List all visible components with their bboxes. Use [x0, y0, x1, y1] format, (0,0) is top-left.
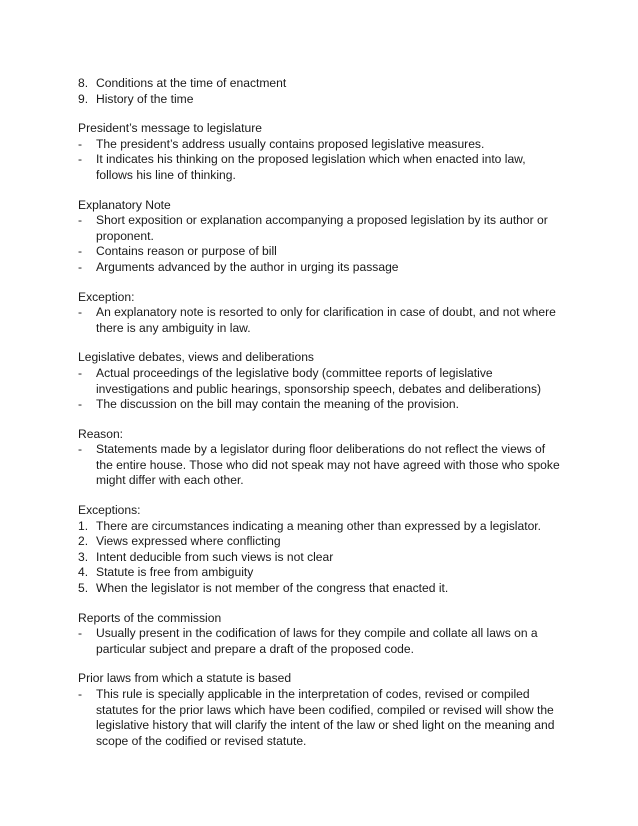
list-marker: 1. — [78, 518, 89, 533]
list-marker: - — [78, 687, 83, 701]
list-item-text: When the legislator is not member of the congress that enacted it. — [96, 581, 449, 596]
section-exception — [78, 290, 562, 337]
list-marker: - — [78, 626, 83, 641]
section-reason — [78, 427, 562, 489]
list-marker: - — [78, 397, 83, 412]
list-item-text: The discussion on the bill may contain the meaning of the provision. — [96, 397, 460, 412]
list-item-text: The president’s address usually contains proposed legislative measures. — [96, 136, 485, 151]
section-heading: Legislative debates, views and deliberations — [78, 350, 314, 365]
list-item — [78, 137, 562, 153]
list-marker: - — [78, 136, 83, 151]
list-item-text: Conditions at the time of enactment — [96, 76, 287, 90]
document-page — [78, 76, 562, 749]
list-marker: - — [78, 442, 83, 457]
list-item — [78, 626, 562, 657]
list-marker: 8. — [78, 76, 89, 90]
list-item — [78, 305, 562, 336]
list-item-text: Short exposition or explanation accompanying a proposed legislation by its author or proponent. — [96, 213, 548, 243]
list-item-text: Intent deducible from such views is not clear — [96, 549, 334, 564]
list-item — [78, 442, 562, 489]
list-marker: 3. — [78, 549, 89, 564]
list-item-text: This rule is specially applicable in the interpretation of codes, revised or compiled statutes for the prior laws which have been codified, compiled or revised will show the legislative history that will clarify the intent of the law or shed light on the meaning and scope of the codified or revised statute. — [96, 687, 555, 748]
section-heading: Prior laws from which a statute is based — [78, 671, 292, 686]
section-heading: Explanatory Note — [78, 197, 171, 212]
list-item-text: Views expressed where conflicting — [96, 534, 281, 549]
list-item — [78, 397, 562, 413]
list-marker: - — [78, 305, 83, 320]
list-marker: 5. — [78, 581, 89, 596]
section-reports-of-commission — [78, 611, 562, 658]
list-marker: - — [78, 213, 83, 228]
list-marker: 2. — [78, 534, 89, 549]
section-heading: Reason: — [78, 426, 124, 441]
list-item — [78, 366, 562, 397]
list-item — [78, 244, 562, 260]
list-item-text: Contains reason or purpose of bill — [96, 244, 277, 259]
list-item — [78, 213, 562, 244]
section-explanatory-note — [78, 198, 562, 276]
list-item-text: An explanatory note is resorted to only for clarification in case of doubt, and not where there is any ambiguity in law. — [96, 305, 556, 335]
list-item — [78, 565, 562, 581]
list-item-text: There are circumstances indicating a meaning other than expressed by a legislator. — [96, 518, 542, 533]
section-heading: Reports of the commission — [78, 610, 222, 625]
section-heading: President’s message to legislature — [78, 121, 262, 136]
list-item — [78, 534, 562, 550]
section-heading: Exception: — [78, 289, 135, 304]
list-item — [78, 260, 562, 276]
list-item — [78, 152, 562, 183]
list-item — [78, 687, 562, 749]
section-continued-list — [78, 76, 562, 107]
list-marker: 9. — [78, 91, 89, 106]
list-item-text: Actual proceedings of the legislative body (committee reports of legislative investigations and public hearings, sponsorship speech, debates and deliberations) — [96, 365, 542, 396]
list-marker: - — [78, 152, 83, 167]
list-item — [78, 581, 562, 597]
list-item-text: It indicates his thinking on the proposed legislation which when enacted into law, follows his line of thinking. — [96, 152, 526, 182]
list-item-text: History of the time — [96, 91, 194, 106]
section-exceptions — [78, 503, 562, 597]
list-marker: - — [78, 259, 83, 274]
section-presidents-message — [78, 121, 562, 183]
list-marker: - — [78, 244, 83, 259]
section-legislative-debates — [78, 350, 562, 412]
list-item-text: Statute is free from ambiguity — [96, 565, 254, 580]
list-item-text: Usually present in the codification of laws for they compile and collate all laws on a particular subject and prepare a draft of the proposed code. — [96, 626, 538, 656]
list-item-text: Arguments advanced by the author in urging its passage — [96, 259, 399, 274]
section-prior-laws — [78, 671, 562, 749]
section-heading: Exceptions: — [78, 503, 141, 518]
list-marker: 4. — [78, 565, 89, 580]
list-item-text: Statements made by a legislator during floor deliberations do not reflect the views of the entire house. Those who did not speak may not have agreed with those who spoke might differ with each other. — [96, 442, 560, 488]
list-marker: - — [78, 365, 83, 380]
list-item — [78, 550, 562, 566]
list-item — [78, 519, 562, 535]
list-item — [78, 92, 562, 108]
list-item — [78, 76, 562, 92]
